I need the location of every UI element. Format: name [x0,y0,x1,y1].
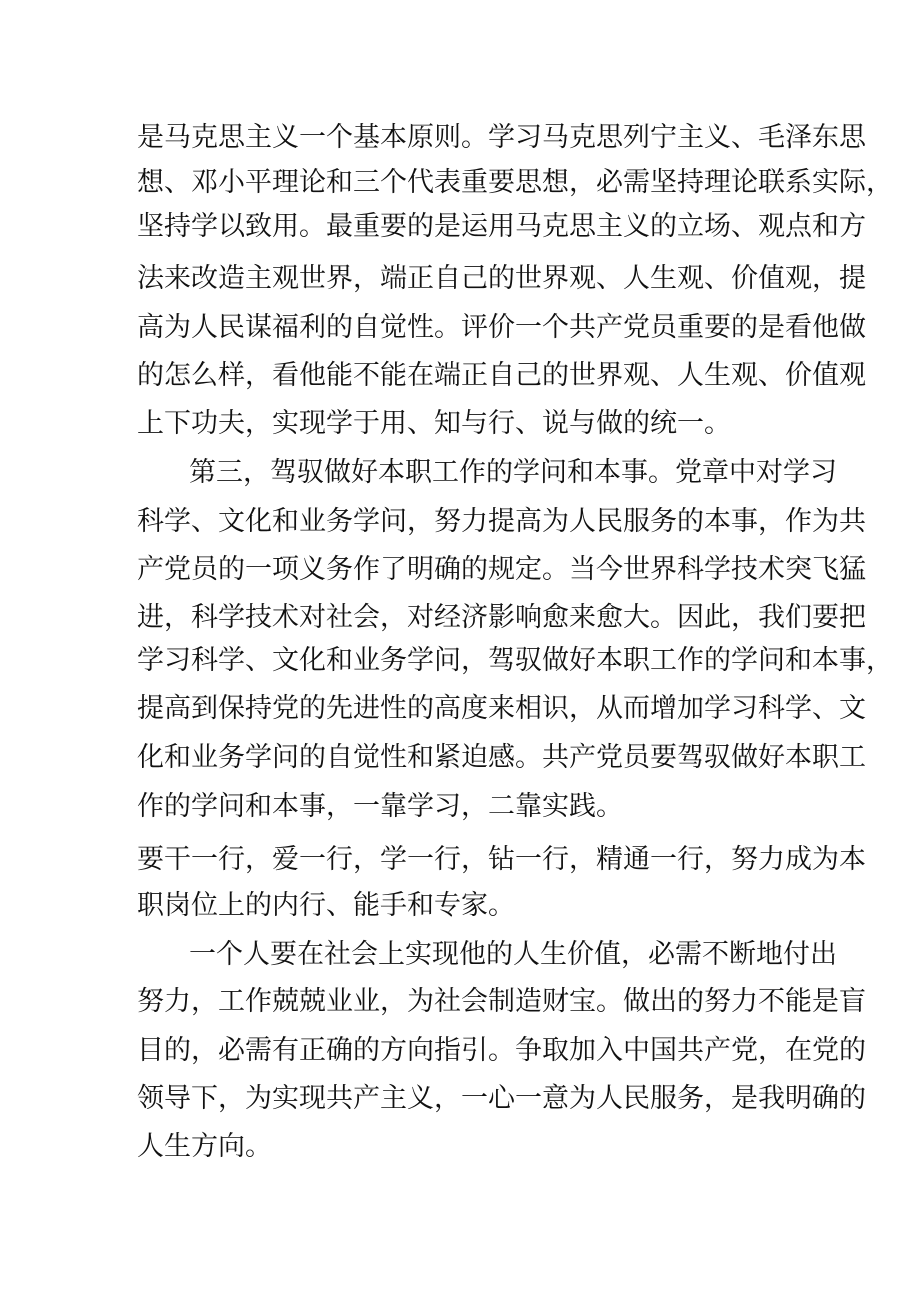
text-line: 要干一行，爱一行，学一行，钻一行，精通一行，努力成为本 [137,844,866,875]
text-line: 领导下，为实现共产主义，一心一意为人民服务，是我明确的 [137,1083,866,1114]
text-line: 法来改造主观世界，端正自己的世界观、人生观、价值观，提 [137,263,866,294]
text-line: 学习科学、文化和业务学问，驾驭做好本职工作的学问和本事， [137,645,893,676]
text-line: 职岗位上的内行、能手和专家。 [137,890,515,921]
text-line: 上下功夫，实现学于用、知与行、说与做的统一。 [137,408,731,439]
text-line: 作的学问和本事，一靠学习，二靠实践。 [137,791,623,822]
text-line: 是马克思主义一个基本原则。学习马克思列宁主义、毛泽东思 [137,122,866,153]
text-line: 想、邓小平理论和三个代表重要思想，必需坚持理论联系实际， [137,167,893,198]
text-line: 坚持学以致用。最重要的是运用马克思主义的立场、观点和方 [137,211,866,242]
text-line: 高为人民谋福利的自觉性。评价一个共产党员重要的是看他做 [137,312,866,343]
text-line: 提高到保持党的先进性的高度来相识，从而增加学习科学、文 [137,693,866,724]
text-line: 进，科学技术对社会，对经济影响愈来愈大。因此，我们要把 [137,602,866,633]
text-line: 化和业务学问的自觉性和紧迫感。共产党员要驾驭做好本职工 [137,742,866,773]
text-line: 的怎么样，看他能不能在端正自己的世界观、人生观、价值观 [137,360,866,391]
text-line: 科学、文化和业务学问，努力提高为人民服务的本事，作为共 [137,506,866,537]
text-line: 努力，工作兢兢业业，为社会制造财宝。做出的努力不能是盲 [137,986,866,1017]
text-line: 目的，必需有正确的方向指引。争取加入中国共产党，在党的 [137,1035,866,1066]
text-line: 人生方向。 [137,1131,272,1162]
text-line: 一个人要在社会上实现他的人生价值，必需不断地付出 [189,939,837,970]
text-line: 第三，驾驭做好本职工作的学问和本事。党章中对学习 [189,457,837,488]
text-line: 产党员的一项义务作了明确的规定。当今世界科学技术突飞猛 [137,554,866,585]
